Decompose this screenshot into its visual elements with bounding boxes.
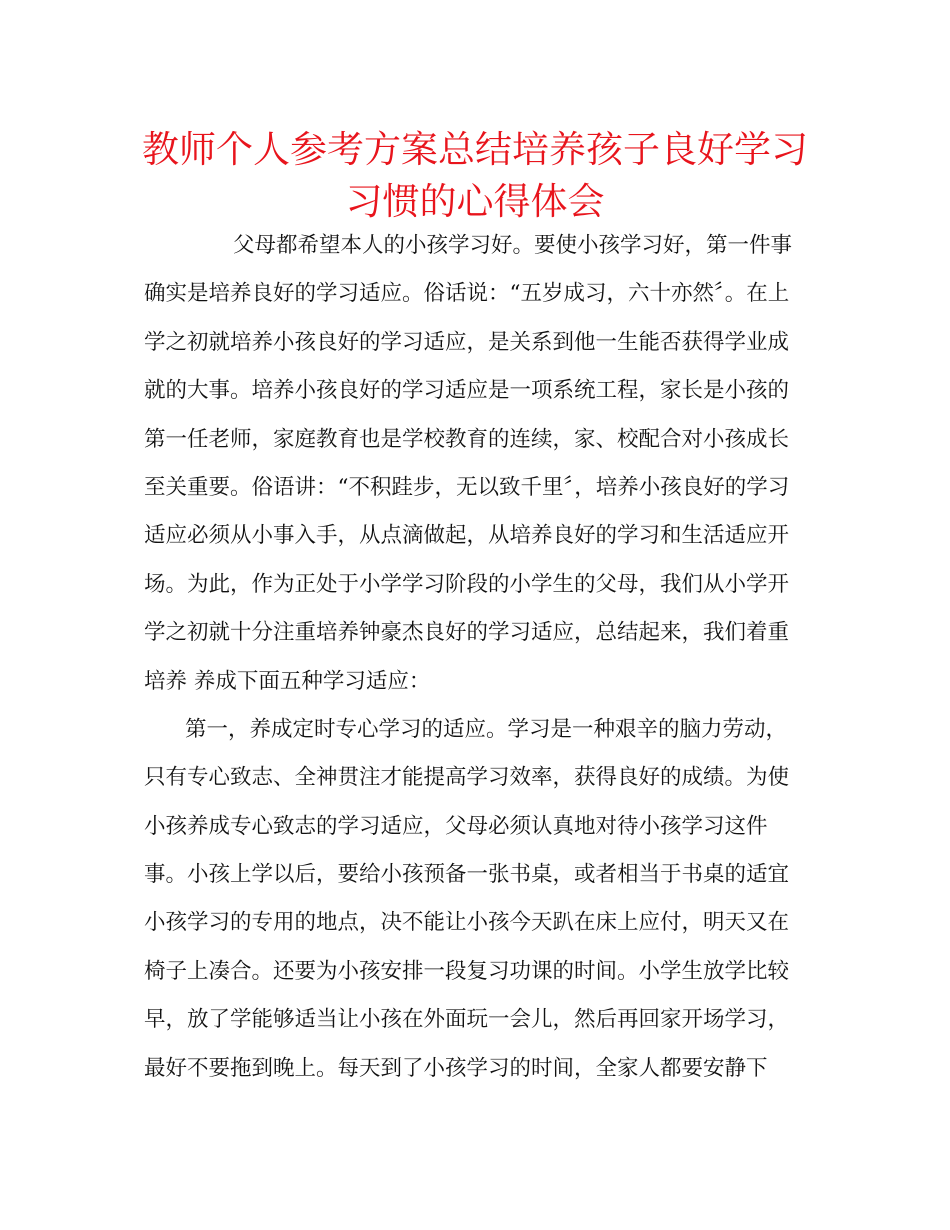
text-line: 学之初就培养小孩良好的学习适应，是关系到他一生能否获得学业成 (144, 329, 790, 355)
text-line: 培养 养成下面五种学习适应： (144, 668, 431, 694)
text-line: 事。小孩上学以后，要给小孩预备一张书桌，或者相当于书桌的适宜 (144, 862, 790, 888)
paragraph-first-habit (144, 706, 814, 1093)
document-title (120, 124, 830, 228)
text-line: 只有专心致志、全神贯注才能提高学习效率，获得良好的成绩。为使 (144, 765, 790, 791)
text-line: 最好不要拖到晚上。每天到了小孩学习的时间，全家人都要安静下 (144, 1055, 768, 1081)
text-line: 就的大事。培养小孩良好的学习适应是一项系统工程，家长是小孩的 (144, 378, 790, 404)
text-line: 第一，养成定时专心学习的适应。学习是一种艰辛的脑力劳动， (185, 716, 788, 742)
text-line: 适应必须从小事入手，从点滴做起，从培养良好的学习和生活适应开 (144, 523, 790, 549)
text-line: 至关重要。俗语讲：“不积跬步，无以致千里〞，培养小孩良好的学习 (144, 474, 790, 500)
paragraph-intro (144, 222, 814, 706)
text-line: 确实是培养良好的学习适应。俗话说：“五岁成习，六十亦然〞。在上 (144, 281, 790, 307)
text-line: 小孩学习的专用的地点，决不能让小孩今天趴在床上应付，明天又在 (144, 910, 790, 936)
text-line: 场。为此，作为正处于小学学习阶段的小学生的父母，我们从小学开 (144, 571, 790, 597)
document-body (144, 222, 814, 1093)
text-line: 第一任老师，家庭教育也是学校教育的连续，家、校配合对小孩成长 (144, 426, 790, 452)
text-line: 学之初就十分注重培养钟豪杰良好的学习适应，总结起来，我们着重 (144, 620, 790, 646)
text-line: 早，放了学能够适当让小孩在外面玩一会儿，然后再回家开场学习， (144, 1007, 790, 1033)
text-line: 椅子上凑合。还要为小孩安排一段复习功课的时间。小学生放学比较 (144, 958, 790, 984)
text-line: 父母都希望本人的小孩学习好。要使小孩学习好，第一件事 (233, 233, 793, 258)
text-line: 小孩养成专心致志的学习适应，父母必须认真地对待小孩学习这件 (144, 813, 768, 839)
title-line-1: 教师个人参考方案总结培养孩子良好学习 (142, 128, 808, 171)
title-line-2: 习惯的心得体会 (345, 180, 605, 223)
